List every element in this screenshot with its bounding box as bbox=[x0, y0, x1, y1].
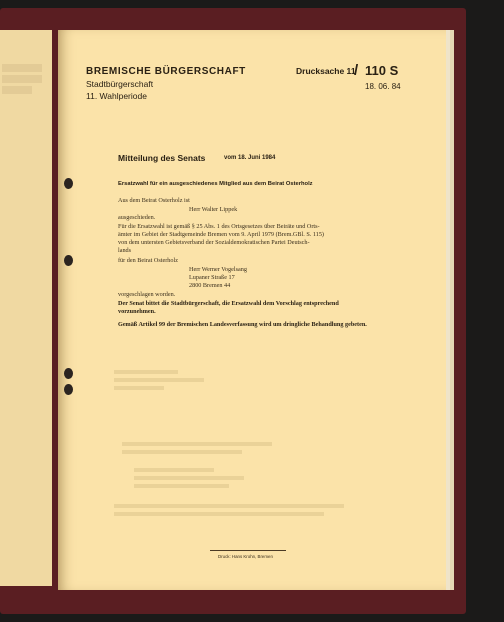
legislative-period: 11. Wahlperiode bbox=[86, 91, 147, 101]
drucksache-number: 110 S bbox=[365, 63, 399, 78]
page-stack-edge bbox=[450, 30, 454, 590]
title-date: vom 18. Juni 1984 bbox=[224, 155, 276, 161]
address-line: 2800 Bremen 44 bbox=[189, 282, 231, 289]
address-line: Lupaner Straße 17 bbox=[189, 274, 235, 281]
punch-hole bbox=[64, 255, 73, 266]
paragraph-line: ämter im Gebiet der Stadtgemeinde Bremen vom 9. April 1979 (Brem.GBl. S. 115) bbox=[118, 231, 324, 238]
bleed-through bbox=[122, 450, 242, 454]
body-line: Aus dem Beirat Osterholz ist bbox=[118, 197, 190, 204]
body-line: für den Beirat Osterholz bbox=[118, 257, 178, 264]
address-line: Herr Werner Vogelsang bbox=[189, 266, 247, 273]
paragraph-line: lands bbox=[118, 247, 132, 254]
bleed-through bbox=[114, 378, 204, 382]
person-name: Herr Walter Lippek bbox=[189, 206, 238, 213]
bleed-through bbox=[122, 442, 272, 446]
document-page bbox=[58, 30, 446, 590]
subject-line: Ersatzwahl für ein ausgeschiedenes Mitglied aus dem Beirat Osterholz bbox=[118, 181, 313, 187]
org-subtitle: Stadtbürgerschaft bbox=[86, 79, 154, 89]
punch-hole bbox=[64, 368, 73, 379]
document-date: 18. 06. 84 bbox=[365, 82, 401, 91]
faint-text bbox=[2, 64, 42, 72]
bleed-through bbox=[134, 468, 214, 472]
bleed-through bbox=[114, 512, 324, 516]
faint-text bbox=[2, 86, 32, 94]
bleed-through bbox=[114, 370, 178, 374]
paragraph-line: von dem untersten Gebietsverband der Sozialdemokratischen Partei Deutsch- bbox=[118, 239, 310, 246]
faint-text bbox=[2, 75, 42, 83]
org-title: BREMISCHE BÜRGERSCHAFT bbox=[86, 66, 246, 77]
footer-rule bbox=[210, 550, 286, 551]
bleed-through bbox=[114, 386, 164, 390]
bleed-through bbox=[134, 476, 244, 480]
printer-credit: Druck: Hans Krohn, Bremen bbox=[218, 554, 273, 559]
punch-hole bbox=[64, 384, 73, 395]
body-line: ausgeschieden. bbox=[118, 214, 156, 221]
bleed-through bbox=[114, 504, 344, 508]
bleed-through bbox=[134, 484, 229, 488]
punch-hole bbox=[64, 178, 73, 189]
urgency-note: Gemäß Artikel 99 der Bremischen Landesverfassung wird um dringliche Behandlung gebeten. bbox=[118, 321, 367, 328]
document-title: Mitteilung des Senats bbox=[118, 153, 206, 163]
drucksache-label: Drucksache 11 bbox=[296, 66, 356, 76]
drucksache-slash: / bbox=[354, 62, 359, 79]
senate-request: Der Senat bittet die Stadtbürgerschaft, die Ersatzwahl dem Vorschlag entsprechend vorzunehmen. bbox=[118, 300, 339, 315]
body-line: vorgeschlagen worden. bbox=[118, 291, 176, 298]
paragraph-line: Für die Ersatzwahl ist gemäß § 25 Abs. 1 des Ortsgesetzes über Beiräte und Orts- bbox=[118, 223, 320, 230]
previous-page bbox=[0, 30, 52, 586]
